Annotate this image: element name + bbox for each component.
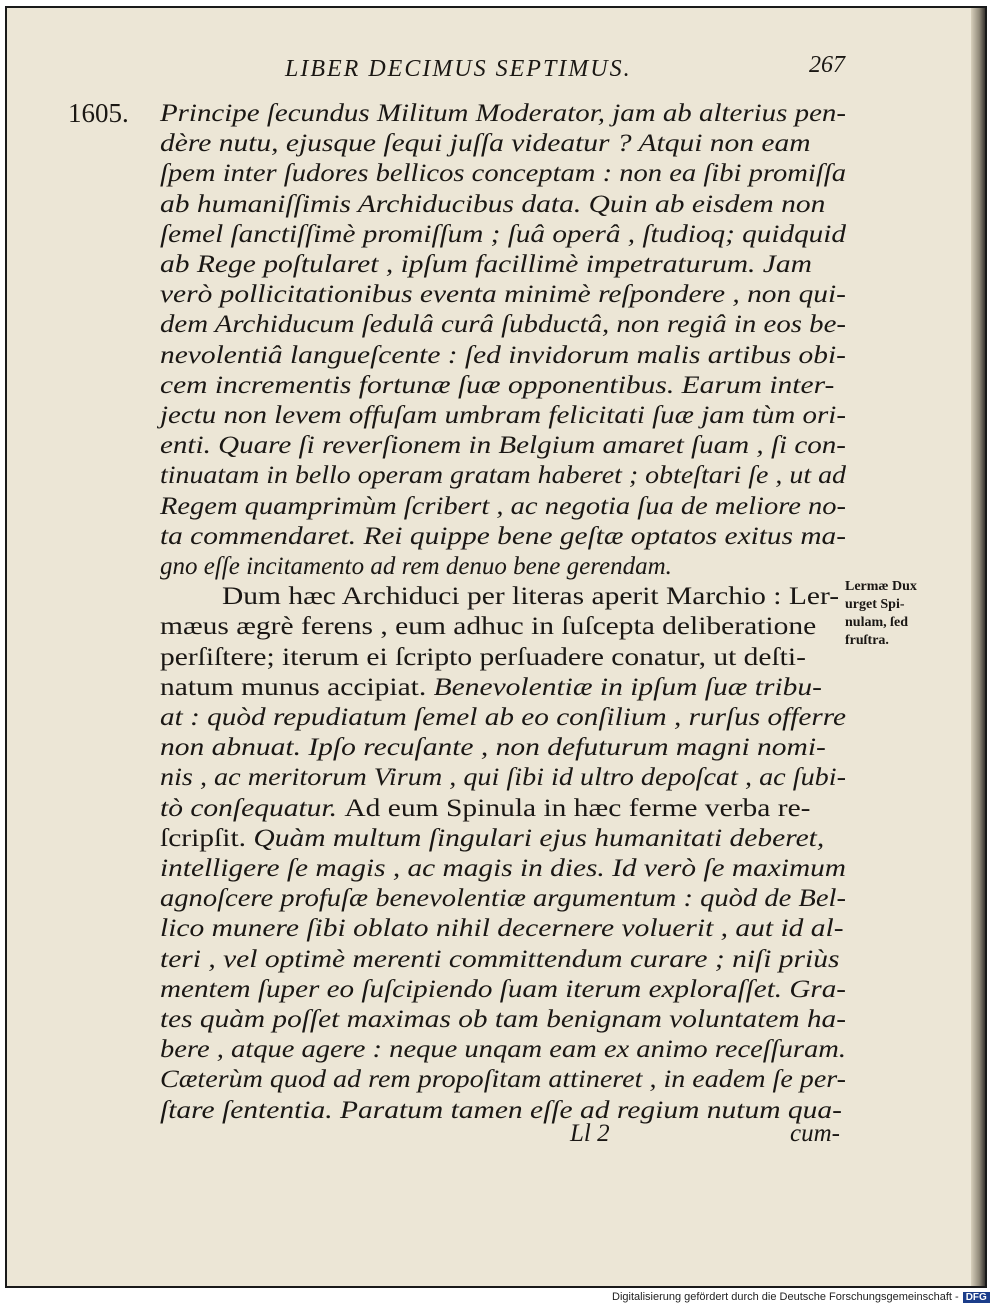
- text-line: [160, 521, 846, 553]
- text-line: [160, 279, 846, 311]
- text-line: [160, 219, 846, 251]
- text-line: [160, 98, 846, 130]
- text-line: [160, 1095, 842, 1127]
- text-run: dem Archiducum ſedulâ curâ ſubductâ, non regiâ in eos be-: [160, 311, 846, 339]
- text-run: Dum hæc Archiduci per literas aperit Marchio : Ler-: [222, 583, 840, 611]
- margin-note-line: urget Spi-: [845, 597, 905, 612]
- text-run: bere , atque agere : neque unqam eam ex animo receſſuram.: [160, 1036, 846, 1064]
- running-head-title: LIBER DECIMUS SEPTIMUS.: [285, 56, 632, 82]
- text-line: [160, 732, 826, 764]
- text-line: [160, 400, 846, 432]
- text-line: [160, 189, 825, 221]
- text-line: [160, 672, 822, 704]
- text-run: ab humaniſſimis Archiducibus data. Quin ab eisdem non: [160, 190, 826, 218]
- text-run: jectu non levem offuſam umbram felicitati ſuæ jam tùm ori-: [160, 402, 846, 429]
- footer-text: Digitalisierung gefördert durch die Deutsche Forschungsgemeinschaft -: [612, 1291, 959, 1303]
- text-line: [160, 913, 844, 945]
- text-run: Benevolentiæ in ipſum ſuæ tribu-: [433, 673, 823, 701]
- text-run: tinuatam in bello operam gratam haberet ; obteſtari ſe , ut ad: [160, 462, 846, 490]
- text-run: lico munere ſibi oblato nihil decernere voluerit , aut id al-: [160, 915, 844, 943]
- text-run: agnoſcere profuſæ benevolentiæ argumentum : quòd de Bel-: [160, 885, 846, 913]
- text-run: non abnuat. Ipſo recuſante , non defuturum magni nomi-: [160, 734, 826, 762]
- text-run: ab Rege poſtularet , ipſum facillimè impetraturum. Jam: [160, 251, 812, 278]
- text-line: [160, 430, 846, 462]
- text-line: [160, 340, 846, 372]
- margin-note-line: fruſtra.: [845, 633, 889, 648]
- text-run: tes quàm poſſet maximas ob tam benignam voluntatem ha-: [160, 1006, 846, 1033]
- text-run: teri , vel optimè merenti committendum curare ; niſi priùs: [160, 945, 840, 973]
- text-line: [160, 642, 806, 674]
- text-line: [160, 491, 846, 523]
- text-line: [160, 883, 846, 915]
- text-run: ſtare ſententia. Paratum tamen eſſe ad regium nutum qua-: [160, 1096, 842, 1124]
- digitization-footer: [612, 1291, 990, 1303]
- margin-note: [845, 578, 945, 650]
- text-run: dère nutu, ejusque ſequi juſſa videatur ? Atqui non eam: [160, 130, 811, 158]
- text-run: perſiſtere; iterum ei ſcripto perſuadere conatur, ut deſti-: [160, 643, 806, 671]
- text-line: [160, 249, 812, 281]
- running-head: [285, 52, 845, 92]
- text-line: [160, 158, 846, 190]
- text-run: cem incrementis fortunæ ſuæ opponentibus. Earum inter-: [160, 371, 835, 399]
- text-run: gno eſſe incitamento ad rem denuo bene gerendam.: [160, 553, 672, 580]
- text-run: verò pollicitationibus eventa minimè reſpondere , non qui-: [160, 281, 846, 309]
- text-line: [160, 762, 846, 794]
- text-line: [160, 611, 816, 643]
- text-run: natum munus accipiat.: [160, 673, 434, 701]
- text-line: [160, 1034, 846, 1066]
- text-line: [160, 309, 846, 341]
- text-run: intelligere ſe magis , ac magis in dies. Id verò ſe maximum: [160, 855, 846, 882]
- text-line: [160, 702, 846, 734]
- signature-mark: Ll 2: [570, 1120, 610, 1147]
- text-line: [160, 1064, 846, 1096]
- text-line: [222, 581, 839, 613]
- text-line: [160, 823, 824, 855]
- text-line: [160, 1004, 846, 1036]
- catchword: cum-: [790, 1120, 840, 1147]
- page-gutter-shadow: [971, 8, 985, 1286]
- margin-year: 1605.: [68, 98, 129, 128]
- text-run: mæus ægrè ferens , eum adhuc in ſuſcepta deliberatione: [160, 613, 817, 641]
- text-run: enti. Quare ſi reverſionem in Belgium amaret ſuam , ſi con-: [160, 432, 847, 460]
- text-line: [160, 944, 839, 976]
- text-run: ſemel ſanctiſſimè promiſſum ; ſuâ operâ , ſtudioq; quidquid: [160, 220, 846, 248]
- text-run: ſcripſit.: [160, 824, 254, 852]
- text-line: [160, 551, 672, 583]
- text-run: Cæterùm quod ad rem propoſitam attineret , in eadem ſe per-: [160, 1066, 846, 1094]
- page-number: 267: [809, 52, 845, 78]
- text-line: [160, 128, 811, 160]
- text-line: [160, 460, 846, 492]
- text-run: at : quòd repudiatum ſemel ab eo conſilium , rurſus offerre: [160, 704, 846, 731]
- text-run: Regem quamprimùm ſcribert , ac negotia ſua de meliore no-: [160, 492, 846, 520]
- text-run: tò conſequatur.: [160, 794, 345, 822]
- margin-note-line: Lermæ Dux: [845, 579, 917, 594]
- text-run: Ad eum Spinula in hæc ferme verba re-: [344, 794, 811, 822]
- text-line: [160, 370, 834, 402]
- text-run: nevolentiâ langueſcente : ſed invidorum malis artibus obi-: [160, 341, 846, 369]
- text-line: [160, 793, 810, 825]
- text-run: mentem ſuper eo ſuſcipiendo ſuam iterum exploraſſet. Gra-: [160, 975, 846, 1003]
- margin-note-line: nulam, ſed: [845, 615, 909, 630]
- text-run: Principe ſecundus Militum Moderator, jam ab alterius pen-: [160, 100, 846, 127]
- text-line: [160, 853, 846, 885]
- text-run: nis , ac meritorum Virum , qui ſibi id ultro depoſcat , ac ſubi-: [160, 764, 846, 792]
- dfg-logo: DFG: [963, 1292, 990, 1303]
- text-line: [160, 974, 846, 1006]
- text-run: Quàm multum ſingulari ejus humanitati deberet,: [253, 824, 825, 852]
- text-run: ta commendaret. Rei quippe bene geſtæ optatos exitus ma-: [160, 522, 846, 550]
- text-run: ſpem inter ſudores bellicos conceptam : non ea ſibi promiſſa: [160, 160, 846, 188]
